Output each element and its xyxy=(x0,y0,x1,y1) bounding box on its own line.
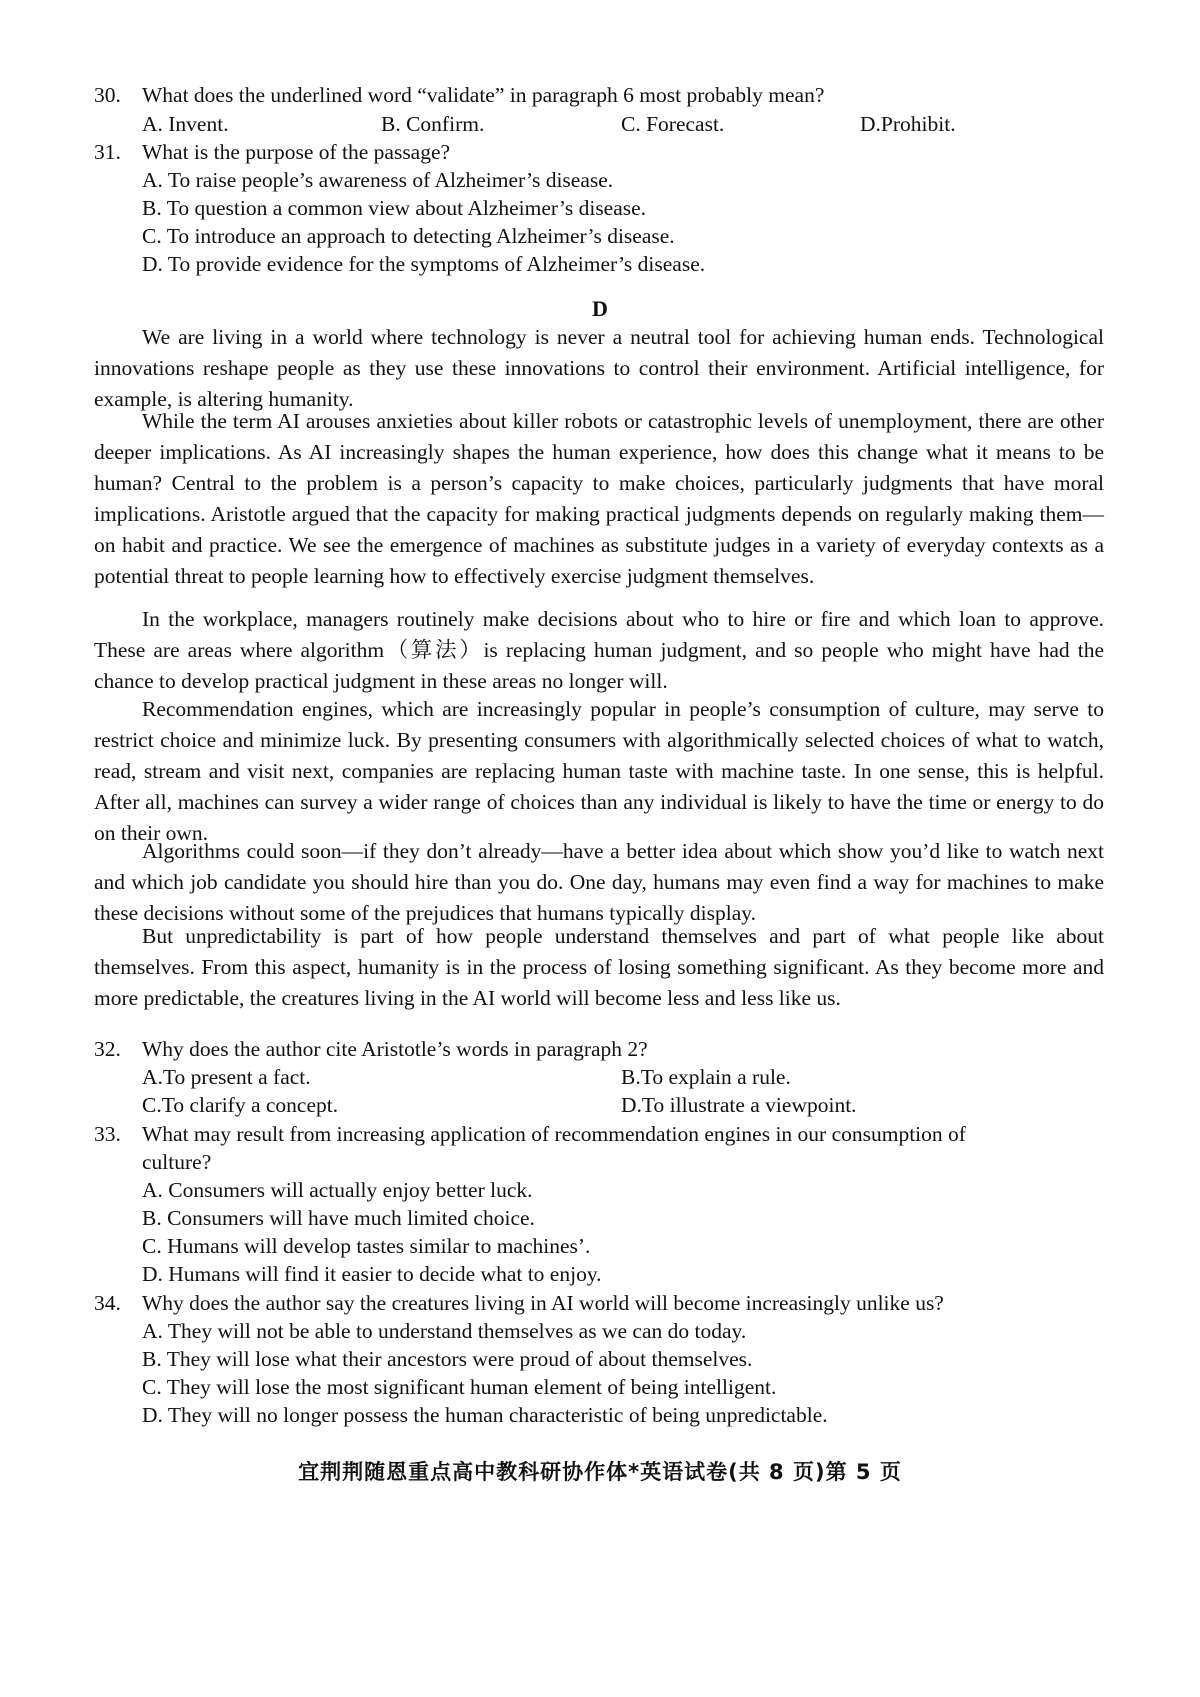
passage-paragraph-6: But unpredictability is part of how people understand themselves and part of what people like about themselves. From this aspect, humanity is in the process of losing something significant. As they become more and more predictable, the creatures living in the AI world will become less and less like us. xyxy=(94,924,1104,1010)
option-a: A. They will not be able to understand themselves as we can do today. xyxy=(142,1319,747,1343)
option-c: C. They will lose the most significant human element of being intelligent. xyxy=(142,1375,777,1399)
option-c: C. To introduce an approach to detecting Alzheimer’s disease. xyxy=(142,224,675,248)
passage-paragraph-1: We are living in a world where technology is never a neutral tool for achieving human ends. Technological innovations reshape people as they use these innovations to control their environment. Artificial intelligence, for example, is altering humanity. xyxy=(94,325,1104,411)
question-number: 31. xyxy=(94,140,121,164)
question-text: What does the underlined word “validate” in paragraph 6 most probably mean? xyxy=(142,83,825,107)
option-a: A. Invent. xyxy=(142,112,229,136)
passage-paragraph-2: While the term AI arouses anxieties about killer robots or catastrophic levels of unemployment, there are other deeper implications. As AI increasingly shapes the human experience, how does this change what it means to be human? Central to the problem is a person’s capacity to make choices, particularly judgments that have moral implications. Aristotle argued that the capacity for making practical judgments depends on regularly making them—on habit and practice. We see the emergence of machines as substitute judges in a variety of everyday contexts as a potential threat to people learning how to effectively exercise judgment themselves. xyxy=(94,409,1104,588)
option-c: C.To clarify a concept. xyxy=(142,1093,339,1117)
question-number: 34. xyxy=(94,1291,121,1315)
option-d: D.To illustrate a viewpoint. xyxy=(621,1093,857,1117)
question-number: 33. xyxy=(94,1122,121,1146)
option-c: C. Forecast. xyxy=(621,112,725,136)
question-text: What is the purpose of the passage? xyxy=(142,140,451,164)
option-b: B.To explain a rule. xyxy=(621,1065,791,1089)
question-34-stem xyxy=(94,1288,1104,1319)
option-a: A.To present a fact. xyxy=(142,1065,311,1089)
option-d: D.Prohibit. xyxy=(860,112,956,136)
question-text: Why does the author cite Aristotle’s words in paragraph 2? xyxy=(142,1037,648,1061)
option-b: B. They will lose what their ancestors were proud of about themselves. xyxy=(142,1347,753,1371)
option-a: A. Consumers will actually enjoy better luck. xyxy=(142,1178,533,1202)
question-33-stem-continued: culture? xyxy=(142,1150,212,1174)
passage-paragraph-5: Algorithms could soon—if they don’t already—have a better idea about which show you’d like to watch next and which job candidate you should hire than you do. One day, humans may even find a way for machines to make these decisions without some of the prejudices that humans typically display. xyxy=(94,839,1104,925)
option-b: B. Consumers will have much limited choice. xyxy=(142,1206,535,1230)
passage-paragraph-3: In the workplace, managers routinely make decisions about who to hire or fire and which loan to approve. These are areas where algorithm（算法）is replacing human judgment, and so people who might have had the chance to develop practical judgment in these areas no longer will. xyxy=(94,607,1104,693)
passage-paragraph-4: Recommendation engines, which are increasingly popular in people’s consumption of culture, may serve to restrict choice and minimize luck. By presenting consumers with algorithmically selected choices of what to watch, read, stream and visit next, companies are replacing human taste with machine taste. In one sense, this is helpful. After all, machines can survey a wider range of choices than any individual is likely to have the time or energy to do on their own. xyxy=(94,697,1104,845)
option-b: B. Confirm. xyxy=(381,112,485,136)
option-c: C. Humans will develop tastes similar to machines’. xyxy=(142,1234,591,1258)
question-33-stem xyxy=(94,1119,1104,1150)
option-d: D. They will no longer possess the human characteristic of being unpredictable. xyxy=(142,1403,828,1427)
option-a: A. To raise people’s awareness of Alzheimer’s disease. xyxy=(142,168,614,192)
question-31-stem xyxy=(94,137,1104,168)
question-30-stem xyxy=(94,80,1104,111)
question-number: 32. xyxy=(94,1037,121,1061)
question-number: 30. xyxy=(94,83,121,107)
option-d: D. To provide evidence for the symptoms of Alzheimer’s disease. xyxy=(142,252,706,276)
option-d: D. Humans will find it easier to decide what to enjoy. xyxy=(142,1262,602,1286)
question-32-stem xyxy=(94,1034,1104,1065)
question-text: Why does the author say the creatures living in AI world will become increasingly unlike us? xyxy=(142,1291,944,1315)
section-title: D xyxy=(592,296,608,321)
option-b: B. To question a common view about Alzheimer’s disease. xyxy=(142,196,647,220)
page-footer: 宜荆荆随恩重点高中教科研协作体*英语试卷(共 8 页)第 5 页 xyxy=(298,1460,902,1484)
question-text: What may result from increasing application of recommendation engines in our consumption of xyxy=(142,1122,966,1146)
